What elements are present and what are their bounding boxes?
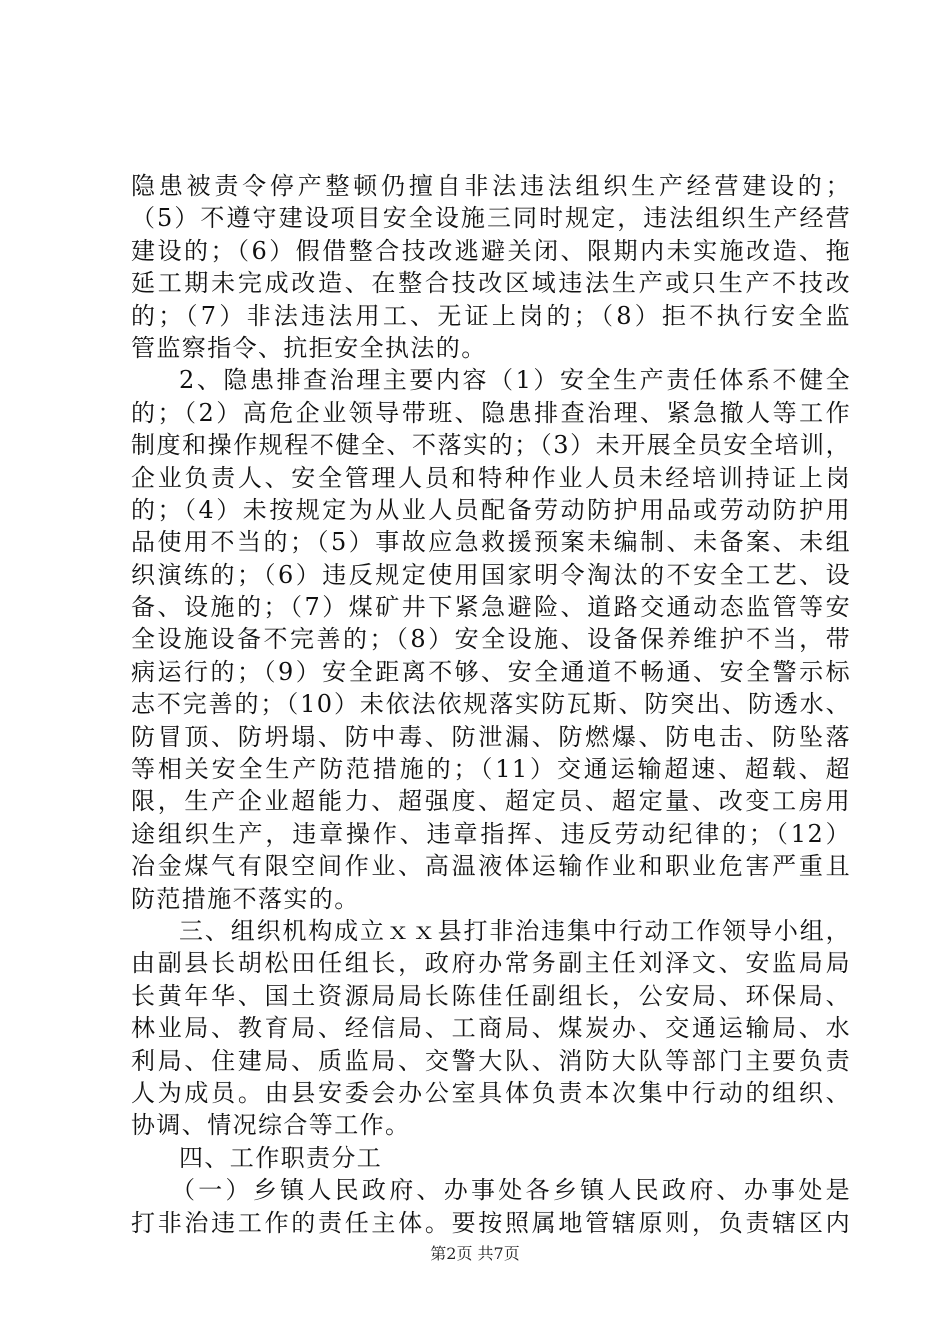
text-line: 防冒顶、防坍塌、防中毒、防泄漏、防燃爆、防电击、防坠落 [131,722,851,751]
text-line: 品使用不当的；（5）事故应急救援预案未编制、未备案、未组 [131,528,851,557]
text-line: 延工期未完成改造、在整合技改区域违法生产或只生产不技改 [131,269,851,298]
text-line: 织演练的；（6）违反规定使用国家明令淘汰的不安全工艺、设 [131,560,851,589]
text-line: 2、隐患排查治理主要内容（1）安全生产责任体系不健全 [179,366,851,395]
text-line: 人为成员。由县安委会办公室具体负责本次集中行动的组织、 [131,1078,851,1107]
text-line: 隐患被责令停产整顿仍擅自非法违法组织生产经营建设的； [131,172,851,200]
text-line: 建设的；（6）假借整合技改逃避关闭、限期内未实施改造、拖 [131,236,851,265]
text-line: 限，生产企业超能力、超强度、超定员、超定量、改变工房用 [131,787,851,816]
document-body [131,170,851,1239]
text-line: 备、设施的；（7）煤矿井下紧急避险、道路交通动态监管等安 [131,593,851,622]
text-line: 途组织生产，违章操作、违章指挥、违反劳动纪律的；（12） [131,819,851,848]
text-line: 四、工作职责分工 [179,1143,383,1172]
text-line: 三、组织机构成立ｘｘ县打非治违集中行动工作领导小组， [179,916,851,945]
text-line: 冶金煤气有限空间作业、高温液体运输作业和职业危害严重且 [131,852,851,881]
text-line: 制度和操作规程不健全、不落实的；（3）未开展全员安全培训， [131,431,851,460]
text-line: 长黄年华、国土资源局局长陈佳任副组长，公安局、环保局、 [131,981,851,1010]
text-line: 利局、住建局、质监局、交警大队、消防大队等部门主要负责 [131,1046,851,1075]
text-line: 病运行的；（9）安全距离不够、安全通道不畅通、安全警示标 [131,657,851,686]
text-line: 的；（2）高危企业领导带班、隐患排查治理、紧急撤人等工作 [131,398,851,427]
text-line: 志不完善的；（10）未依法依规落实防瓦斯、防突出、防透水、 [131,690,851,719]
text-line: 全设施设备不完善的；（8）安全设施、设备保养维护不当，带 [131,625,851,654]
text-line: 的；（4）未按规定为从业人员配备劳动防护用品或劳动防护用 [131,495,851,524]
text-line: 林业局、教育局、经信局、工商局、煤炭办、交通运输局、水 [131,1014,851,1043]
text-line: 等相关安全生产防范措施的；（11）交通运输超速、超载、超 [131,755,851,784]
text-line: 由副县长胡松田任组长，政府办常务副主任刘泽文、安监局局 [131,949,851,978]
text-line: （5）不遵守建设项目安全设施三同时规定，违法组织生产经营 [131,204,851,233]
text-line: 防范措施不落实的。 [131,884,360,913]
text-line: 管监察指令、抗拒安全执法的。 [131,333,487,362]
text-line: （一）乡镇人民政府、办事处各乡镇人民政府、办事处是 [171,1176,851,1205]
text-line: 企业负责人、安全管理人员和特种作业人员未经培训持证上岗 [131,463,851,492]
text-line: 打非治违工作的责任主体。要按照属地管辖原则，负责辖区内 [131,1208,851,1237]
text-line: 的；（7）非法违法用工、无证上岗的；（8）拒不执行安全监 [131,301,851,330]
page-footer: 第2页 共7页 [430,1244,520,1263]
text-line: 协调、情况综合等工作。 [131,1111,411,1140]
